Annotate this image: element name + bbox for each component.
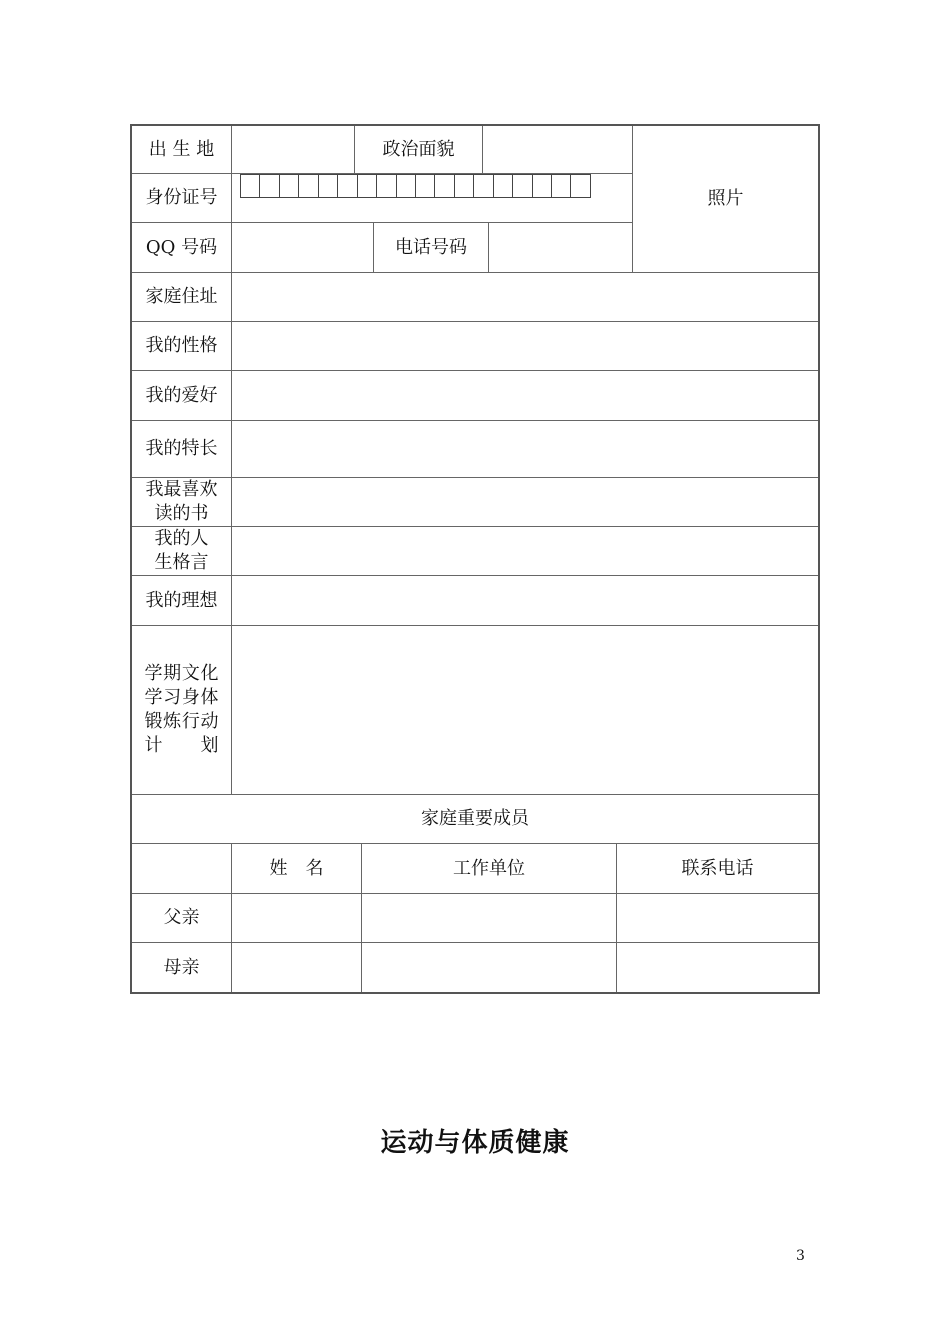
birthplace-field[interactable] xyxy=(232,126,354,173)
mother-work-field[interactable] xyxy=(362,943,616,992)
col-name-header: 姓 名 xyxy=(269,857,324,879)
ideal-label: 我的理想 xyxy=(145,589,218,611)
political-status-field[interactable] xyxy=(483,126,632,173)
id-digit-box[interactable] xyxy=(299,175,318,197)
id-digit-box[interactable] xyxy=(338,175,357,197)
id-digit-box[interactable] xyxy=(377,175,396,197)
strength-label: 我的特长 xyxy=(145,438,218,459)
id-digit-box[interactable] xyxy=(435,175,454,197)
id-number-boxes[interactable] xyxy=(240,174,591,198)
family-members-header: 家庭重要成员 xyxy=(421,808,529,829)
id-digit-box[interactable] xyxy=(513,175,532,197)
motto-field[interactable] xyxy=(232,527,818,575)
id-digit-box[interactable] xyxy=(416,175,435,197)
phone-label: 电话号码 xyxy=(395,236,467,258)
id-digit-box[interactable] xyxy=(455,175,474,197)
action-plan-field[interactable] xyxy=(232,626,818,794)
qq-label: QQ 号码 xyxy=(145,236,218,258)
character-field[interactable] xyxy=(232,322,818,370)
id-digit-box[interactable] xyxy=(241,175,260,197)
father-contact-field[interactable] xyxy=(617,894,818,942)
action-plan-label-text: 学期文化学习身体锻炼行动计 划 xyxy=(144,663,219,756)
qq-field[interactable] xyxy=(232,223,373,272)
phone-field[interactable] xyxy=(489,223,632,272)
photo-placeholder[interactable]: 照片 xyxy=(707,188,744,209)
section-heading: 运动与体质健康 xyxy=(380,1128,570,1158)
mother-label: 母亲 xyxy=(163,956,200,978)
col-contact-header: 联系电话 xyxy=(681,857,754,879)
mother-name-field[interactable] xyxy=(232,943,361,992)
id-digit-box[interactable] xyxy=(494,175,513,197)
id-digit-box[interactable] xyxy=(260,175,279,197)
favorite-book-field[interactable] xyxy=(232,478,818,526)
id-digit-box[interactable] xyxy=(319,175,338,197)
id-digit-box[interactable] xyxy=(358,175,377,197)
id-digit-box[interactable] xyxy=(397,175,416,197)
mother-contact-field[interactable] xyxy=(617,943,818,992)
political-status-label: 政治面貌 xyxy=(382,138,455,160)
id-digit-box[interactable] xyxy=(552,175,571,197)
id-digit-box[interactable] xyxy=(571,175,589,197)
address-label: 家庭住址 xyxy=(145,286,218,307)
strength-field[interactable] xyxy=(232,421,818,477)
page-number: 3 xyxy=(796,1248,805,1264)
col-work-header: 工作单位 xyxy=(453,857,525,879)
character-label: 我的性格 xyxy=(145,335,218,356)
father-name-field[interactable] xyxy=(232,894,361,942)
ideal-field[interactable] xyxy=(232,576,818,625)
hobby-label: 我的爱好 xyxy=(145,384,218,406)
address-field[interactable] xyxy=(232,273,818,321)
motto-label: 我的人生格言 xyxy=(154,528,209,573)
id-number-label: 身份证号 xyxy=(145,187,218,208)
hobby-field[interactable] xyxy=(232,371,818,420)
id-digit-box[interactable] xyxy=(474,175,493,197)
favorite-book-label: 我最喜欢读的书 xyxy=(145,479,218,524)
student-info-form xyxy=(130,124,820,994)
action-plan-label xyxy=(132,626,231,794)
father-label: 父亲 xyxy=(163,907,200,928)
father-work-field[interactable] xyxy=(362,894,616,942)
id-digit-box[interactable] xyxy=(533,175,552,197)
id-digit-box[interactable] xyxy=(280,175,299,197)
birthplace-label: 出 生 地 xyxy=(148,138,215,160)
